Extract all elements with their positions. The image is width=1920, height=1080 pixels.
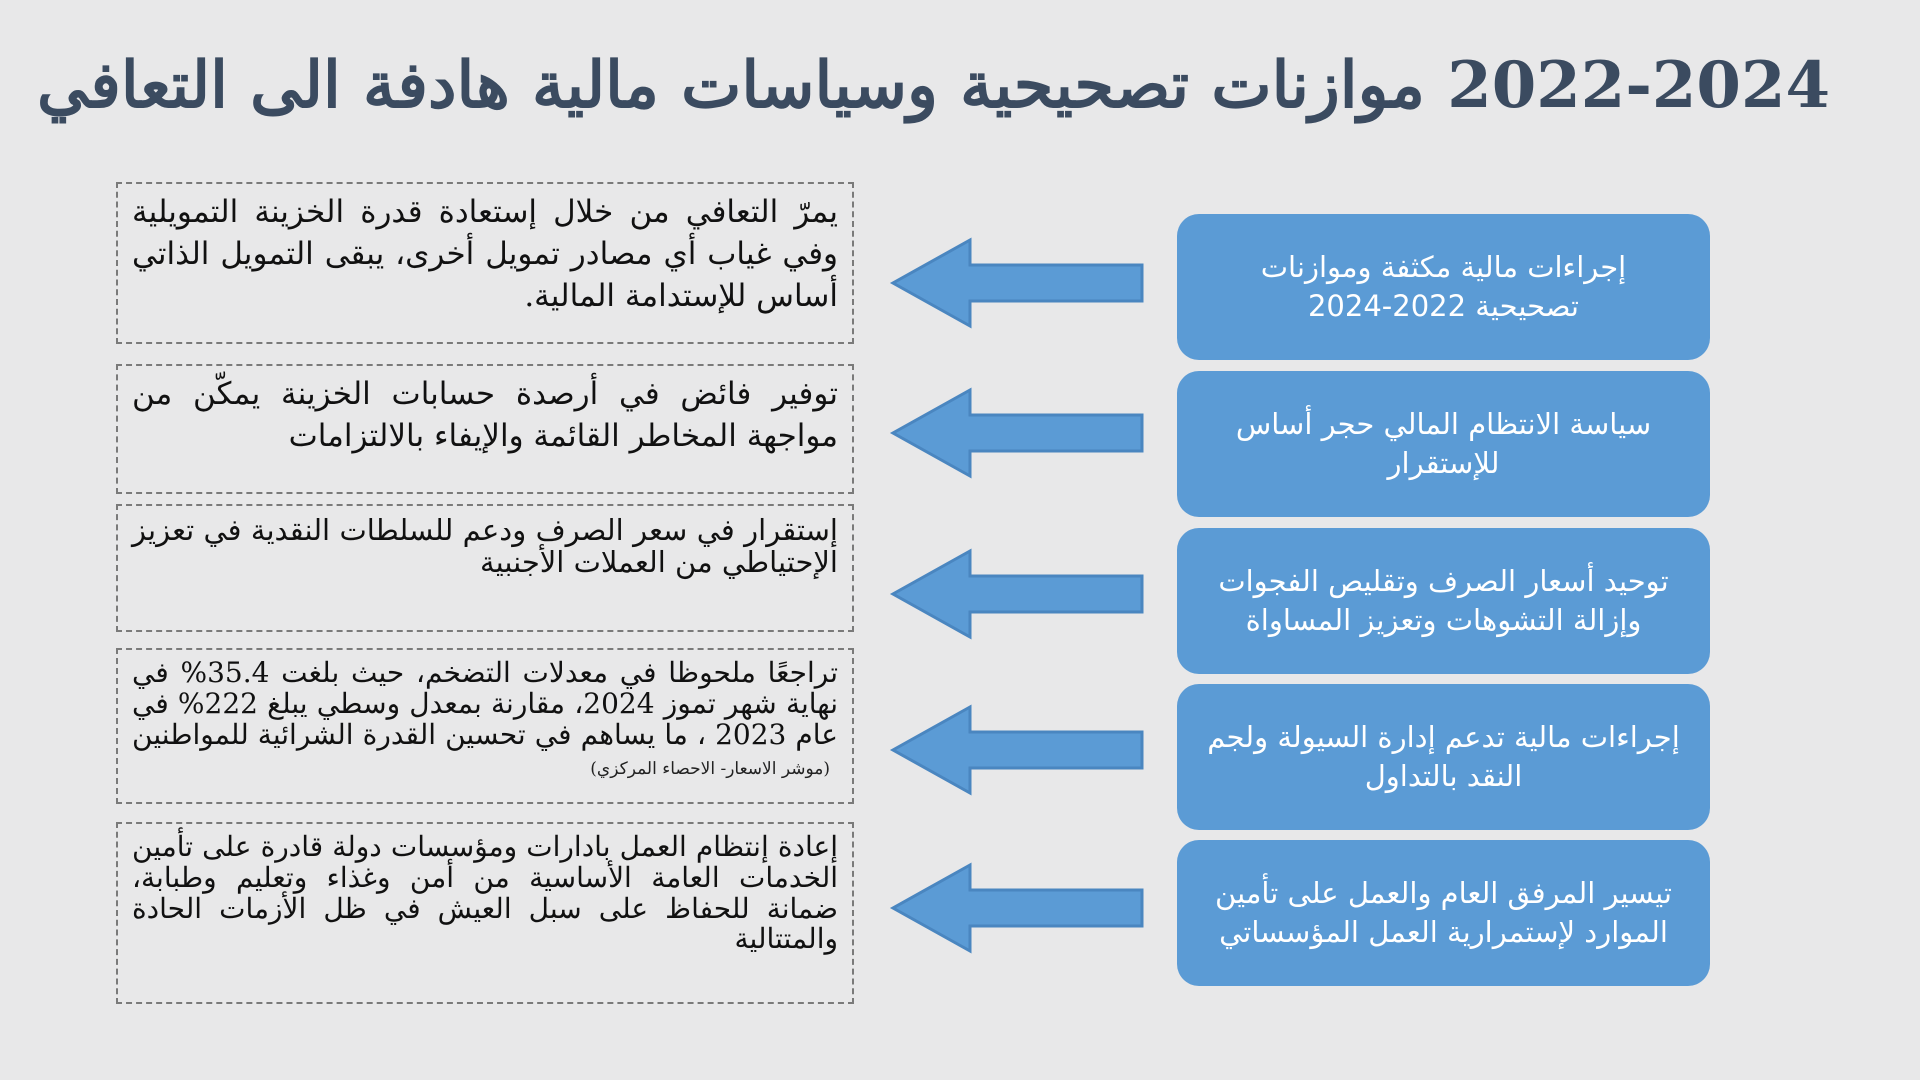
action-box-1: [1177, 214, 1710, 360]
left-arrow-icon: [888, 544, 1150, 644]
left-arrow-icon: [888, 858, 1150, 958]
outcome-text-4: تراجعًا ملحوظا في معدلات التضخم، حيث بلغت 35.4% في نهاية شهر تموز 2024، مقارنة بمعدل وسطي يبلغ 222% في عام 2023 ، ما يساهم في تحسين القدرة الشرائية للمواطنين: [132, 656, 838, 751]
outcome-box-2: [116, 364, 854, 494]
action-text-4: إجراءات مالية تدعم إدارة السيولة ولجم النقد بالتداول: [1207, 719, 1680, 793]
outcome-box-3: [116, 504, 854, 632]
left-arrow-icon: [888, 383, 1150, 483]
outcome-text-3: إستقرار في سعر الصرف ودعم للسلطات النقدية في تعزيز الإحتياطي من العملات الأجنبية: [132, 513, 838, 580]
action-text-2: سياسة الانتظام المالي حجر أساس للإستقرار: [1235, 406, 1652, 480]
action-text-3: توحيد أسعار الصرف وتقليص الفجوات وإزالة التشوهات وتعزيز المساواة: [1218, 563, 1669, 637]
action-text-1: إجراءات مالية مكثفة وموازنات تصحيحية 2022-2024: [1260, 249, 1627, 323]
outcome-text-5: إعادة إنتظام العمل بادارات ومؤسسات دولة قادرة على تأمين الخدمات العامة الأساسية من أمن وغذاء وتعليم وطبابة، ضمانة للحفاظ على سبل العيش في ظل الأزمات الحادة والمتتالية: [132, 830, 838, 956]
outcome-box-4: [116, 648, 854, 804]
outcome-box-5: [116, 822, 854, 1004]
outcome-text-2: توفير فائض في أرصدة حسابات الخزينة يمكّن من مواجهة المخاطر القائمة والإيفاء بالالتزامات: [132, 376, 838, 454]
left-arrow-icon: [888, 233, 1150, 333]
outcome-box-1: [116, 182, 854, 344]
action-box-3: [1177, 528, 1710, 674]
left-arrow-icon: [888, 700, 1150, 800]
action-box-5: [1177, 840, 1710, 986]
slide-title: 2022-2024 موازنات تصحيحية وسياسات مالية هادفة الى التعافي: [36, 48, 1830, 123]
action-text-5: تيسير المرفق العام والعمل على تأمين الموارد لإستمرارية العمل المؤسساتي: [1215, 875, 1672, 949]
action-box-4: [1177, 684, 1710, 830]
action-box-2: [1177, 371, 1710, 517]
outcome-text-1: يمرّ التعافي من خلال إستعادة قدرة الخزينة التمويلية وفي غياب أي مصادر تمويل أخرى، يبقى التمويل الذاتي أساس للإستدامة المالية.: [132, 194, 838, 314]
source-note: (موشر الاسعار- الاحصاء المركزي): [590, 759, 830, 780]
